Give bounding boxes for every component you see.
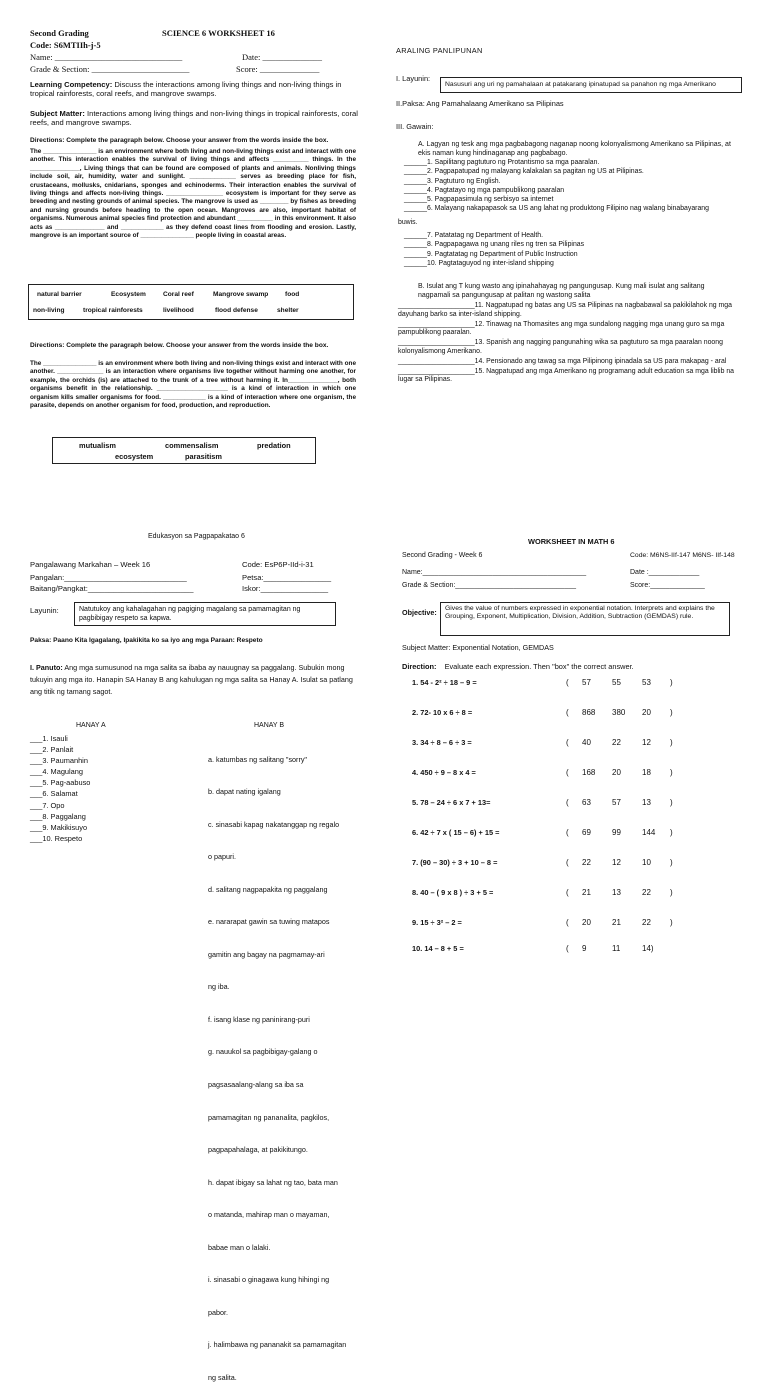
math-choice[interactable]: 55 — [612, 678, 621, 687]
hanay-b-item: o papuri. — [208, 852, 236, 862]
competency-text: Discuss the interactions among living things and non-living things in tropical rainforests, coral reefs, and mangrove swamps. — [30, 80, 342, 99]
math-choice[interactable]: 10 — [642, 858, 651, 867]
math-title: WORKSHEET IN MATH 6 — [528, 537, 615, 546]
word-box-item: non-living — [33, 307, 65, 314]
math-expression: 8. 40 – ( 9 x 8 ) ÷ 3 + 5 = — [412, 888, 494, 897]
hanay-b-item: i. sinasabi o ginagawa kung hihingi ng — [208, 1275, 330, 1285]
math-code: Code: M6NS-IIf-147 M6NS- IIf-148 — [630, 552, 735, 559]
ap-item: ______6. Malayang nakapapasok sa US ang lahat ng produktong Filipino nag walang binabayarang — [404, 205, 709, 213]
math-expression: 1. 54 - 2² ÷ 18 – 9 = — [412, 678, 477, 687]
hanay-b-item: h. dapat ibigay sa lahat ng tao, bata man — [208, 1177, 338, 1187]
ap-title: ARALING PANLIPUNAN — [396, 46, 483, 55]
math-choice[interactable]: 57 — [582, 678, 591, 687]
ap-instruction-a: A. Lagyan ng tesk ang mga pagbabagong naganap noong kolonyalismong Amerikano sa Pilipinas, at ekis naman kung hindinaganap ang pagbabago. — [418, 141, 731, 157]
ap-item: ____________________14. Pensionado ang tawag sa mga Pilipinong ipinadala sa US para makapag - aral — [398, 357, 727, 365]
math-paren: ) — [670, 798, 673, 807]
math-expression: 9. 15 ÷ 3² – 2 = — [412, 918, 462, 927]
esp-layunin-box: Natutukoy ang kahalagahan ng pagiging magalang sa pamamagitan ng pagbibigay respeto sa kapwa. — [74, 602, 336, 626]
math-choice[interactable]: 99 — [612, 828, 621, 837]
hanay-b-item: b. dapat nating igalang — [208, 787, 281, 797]
hanay-b-item: pagpapahalaga, at pakikitungo. — [208, 1145, 308, 1155]
math-choice[interactable]: 21 — [582, 888, 591, 897]
ap-paksa: II.Paksa: Ang Pamahalaang Amerikano sa Pilipinas — [396, 99, 564, 108]
hanay-a-item: ___5. Pag-aabuso — [30, 778, 91, 788]
word-box-item: livelihood — [163, 307, 194, 314]
math-choice[interactable]: 20 — [612, 768, 621, 777]
panuto-label: I. Panuto: — [30, 663, 63, 672]
math-choice[interactable]: 22 — [642, 888, 651, 897]
science-code: Code: S6MTIIh-j-5 — [30, 40, 101, 50]
science-paragraph-1: The _______________ is an environment where both living and non-living things exist and interact with one another. This interaction enables the survival of living things and affects __________ things. In the ______________, Living things that can be found are composed of plants and animals. Nonliving things include soil, air, humidity, water and sunlight. _____________ serves as breeding place for fish, crustaceans, mollusks, cnidarians, sponges and echinoderms. Their interaction enables the survival of living things and affects non-living things. ________________ ecosystem is important for they serve as breeding and nesting grounds of animal species. The mangrove is used as ________ by fishes as breeding and nursing grounds before heading to the open ocean. Mangroves are also, important habitat of organisms. Numerous animal species find protection and abundant __________ in this environment. It also acts as ______________ and ____________ as they defend coast lines from flooding and erosion. Lastly, mangrove is an important source of _______________ people living in coastal areas. — [30, 148, 356, 240]
hanay-b-title: HANAY B — [254, 722, 285, 729]
math-choice[interactable]: 14) — [642, 944, 654, 953]
ap-item: ____________________15. Nagpatupad ang mga Amerikano ng programang adult education sa mga liblib na lugar sa Pilipinas. — [398, 367, 734, 384]
hanay-a-item: ___6. Salamat — [30, 789, 78, 799]
math-paren: ( — [566, 944, 569, 953]
science-grading: Second Grading — [30, 28, 89, 38]
math-paren: ( — [566, 798, 569, 807]
hanay-a-item: ___8. Paggalang — [30, 811, 86, 821]
math-paren: ) — [670, 828, 673, 837]
ap-items-a — [398, 158, 709, 268]
ap-item: ____________________12. Tinawag na Thomasites ang mga sundalong nagging mga unang guro sa mga pampublikong paaralan. — [398, 320, 725, 337]
math-choice[interactable]: 22 — [612, 738, 621, 747]
math-choice[interactable]: 69 — [582, 828, 591, 837]
word-box-item: Coral reef — [163, 291, 194, 298]
math-paren: ) — [670, 738, 673, 747]
hanay-a-title: HANAY A — [76, 722, 106, 729]
word-box-item: natural barrier — [37, 291, 82, 298]
ap-items-b — [398, 302, 740, 385]
subject-text: Interactions among living things and non-living things in tropical rainforests, coral reefs, and mangrove swamps. — [30, 109, 358, 128]
math-direction — [402, 662, 634, 671]
hanay-a-item: ___1. Isauli — [30, 734, 68, 743]
math-paren: ) — [670, 678, 673, 687]
math-grading: Second Grading - Week 6 — [402, 552, 483, 559]
math-expression: 3. 34 ÷ 8 – 6 ÷ 3 = — [412, 738, 472, 747]
hanay-b-item: f. isang klase ng paninirang-puri — [208, 1014, 310, 1024]
math-expression: 7. (90 – 30) ÷ 3 + 10 – 8 = — [412, 858, 498, 867]
ap-item: ______9. Pagtatatag ng Department of Public Instruction — [404, 250, 578, 258]
math-paren: ) — [670, 768, 673, 777]
hanay-a-item: ___3. Paumanhin — [30, 756, 88, 766]
math-choice[interactable]: 13 — [612, 888, 621, 897]
math-paren: ) — [670, 708, 673, 717]
hanay-a-item: ___2. Panlait — [30, 745, 74, 755]
math-choice[interactable]: 40 — [582, 738, 591, 747]
hanay-a-item: ___9. Makikisuyo — [30, 822, 88, 832]
math-expression: 4. 450 ÷ 9 – 8 x 4 = — [412, 768, 476, 777]
hanay-a-item: ___10. Respeto — [30, 833, 83, 843]
esp-quarter: Pangalawang Markahan – Week 16 — [30, 560, 151, 569]
hanay-b-item: e. nararapat gawin sa tuwing matapos — [208, 917, 330, 927]
science-subject — [30, 109, 360, 127]
ap-item: buwis. — [398, 218, 418, 226]
math-choice[interactable]: 144 — [642, 828, 656, 837]
ap-layunin-label: I. Layunin: — [396, 74, 431, 83]
hanay-b-item: c. sinasabi kapag nakatanggap ng regalo — [208, 819, 340, 829]
hanay-b-item: pamamagitan ng pananalita, pagkilos, — [208, 1112, 330, 1122]
math-choice[interactable]: 21 — [612, 918, 621, 927]
ap-item: ______2. Pagpapatupad ng malayang kalakalan sa pagitan ng US at Pilipinas. — [404, 168, 644, 176]
math-choice[interactable]: 380 — [612, 708, 626, 717]
hanay-b-item: gamitin ang bagay na pagmamay-ari — [208, 949, 325, 959]
math-score-field[interactable]: Score:______________ — [630, 582, 705, 589]
esp-name-field[interactable]: Pangalan:_____________________________ — [30, 573, 187, 582]
hanay-b-item: a. katumbas ng salitang "sorry" — [208, 754, 307, 764]
math-choice[interactable]: 12 — [642, 738, 651, 747]
math-paren: ( — [566, 678, 569, 687]
science-grade-field[interactable]: Grade & Section: _______________________ — [30, 64, 190, 74]
esp-code: Code: EsP6P-IId-i-31 — [242, 560, 314, 569]
word-box-item: Ecosystem — [111, 291, 146, 298]
math-choice[interactable]: 11 — [612, 944, 621, 953]
science-directions-1: Directions: Complete the paragraph below. Choose your answer from the words inside the box. — [30, 137, 329, 144]
hanay-a-item: ___7. Opo — [30, 800, 65, 810]
word-box-item: ecosystem — [115, 452, 154, 461]
hanay-b-item: babae man o lalaki. — [208, 1242, 271, 1252]
science-title: SCIENCE 6 WORKSHEET 16 — [162, 28, 275, 38]
word-box-item: commensalism — [165, 441, 219, 450]
math-subject: Subject Matter: Exponential Notation, GEMDAS — [402, 643, 554, 652]
esp-layunin-label: Layunin: — [30, 606, 59, 615]
science-competency — [30, 80, 360, 98]
math-choice[interactable]: 63 — [582, 798, 591, 807]
hanay-b-item: j. halimbawa ng pananakit sa pamamagitan — [208, 1340, 347, 1350]
hanay-b-item: o matanda, mahirap man o mayaman, — [208, 1210, 330, 1220]
math-paren: ) — [670, 918, 673, 927]
math-expression: 10. 14 – 8 + 5 = — [412, 944, 464, 953]
subject-label: Subject Matter: — [30, 109, 85, 118]
ap-item: ______10. Pagtataguyod ng inter-island shipping — [404, 259, 554, 267]
hanay-b-item: ng salita. — [208, 1372, 237, 1382]
math-choice[interactable]: 57 — [612, 798, 621, 807]
hanay-a-list — [30, 733, 90, 844]
ap-layunin-box: Nasusuri ang uri ng pamahalaan at patakarang ipinatupad sa panahon ng mga Amerikano — [440, 77, 742, 93]
hanay-b-item: pabor. — [208, 1307, 228, 1317]
hanay-a-item: ___4. Magulang — [30, 767, 84, 777]
math-choice[interactable]: 168 — [582, 768, 596, 777]
word-box-1 — [28, 284, 354, 320]
ap-item: ______3. Pagtuturo ng English. — [404, 177, 501, 185]
hanay-b-item: d. salitang nagpapakita ng paggalang — [208, 884, 328, 894]
science-date-field[interactable]: Date: ______________ — [242, 52, 323, 62]
math-paren: ( — [566, 708, 569, 717]
math-direction-text: Evaluate each expression. Then "box" the correct answer. — [444, 662, 634, 671]
ap-item: ____________________11. Nagpatupad ng batas ang US sa Pilipinas na nagbabawal sa pakikilahok ng mga dayuhang barko sa inter-island shipping. — [398, 302, 732, 318]
word-box-item: parasitism — [185, 452, 222, 461]
science-name-field[interactable]: Name: ______________________________ — [30, 52, 183, 62]
esp-title: Edukasyon sa Pagpapakatao 6 — [148, 533, 245, 540]
math-choice[interactable]: 9 — [582, 944, 587, 953]
math-choice[interactable]: 20 — [642, 708, 651, 717]
esp-score-field[interactable]: Iskor:________________ — [242, 584, 329, 593]
math-direction-label: Direction: — [402, 662, 437, 671]
ap-item: ______5. Pagpapasimula ng serbisyo sa internet — [404, 196, 554, 204]
math-choice[interactable]: 12 — [612, 858, 621, 867]
panuto-text: Ang mga sumusunod na mga salita sa ibaba ay nauugnay sa paggalang. Subukin mong tukuyin ang mga ito. Hanapin SA Hanay B ang kahulugan ng mga salita sa Hanay A. Isulat sa patlang ang titik ng tamang sagot. — [30, 663, 353, 697]
math-choice[interactable]: 20 — [582, 918, 591, 927]
hanay-b-item: ng iba. — [208, 982, 230, 992]
math-paren: ( — [566, 918, 569, 927]
math-expression: 6. 42 ÷ 7 x ( 15 – 6) + 15 = — [412, 828, 500, 837]
ap-item: ____________________13. Spanish ang nagging pangunahing wika sa pagtuturo sa mga paaralan noong kolonyalismong Amerikano. — [398, 339, 723, 355]
word-box-item: tropical rainforests — [83, 307, 143, 314]
ap-item: ______7. Patatatag ng Department of Health. — [404, 232, 544, 240]
hanay-b-item: pagsasaalang-alang sa iba sa — [208, 1080, 304, 1089]
ap-instruction-b: B. Isulat ang T kung wasto ang ipinahahayag ng pangungusap. Kung mali isulat ang salitang nagpamali sa pangungusap at palitan ng wastong salita — [418, 283, 705, 299]
science-paragraph-2: The _______________ is an environment where both living and non-living things exist and interact with one another. _____________ is an interaction where organisms live together without harming one another, for example, the orchids (is) are attached to the trunk of a tree without harming it. In______________, both organisms benefit in the relationship. ____________________ is a kind of interaction in which one organism kills smaller organisms for food. ____________ is a kind of interaction where one organism, the parasite, depends on another organism for food, production, and reproduction. — [30, 360, 356, 410]
word-box-item: predation — [257, 441, 291, 450]
math-paren: ( — [566, 858, 569, 867]
word-box-2 — [52, 437, 316, 464]
esp-date-field[interactable]: Petsa:________________ — [242, 573, 332, 582]
math-choice[interactable]: 22 — [642, 918, 651, 927]
esp-panuto — [30, 662, 360, 699]
ap-gawain: III. Gawain: — [396, 122, 434, 131]
esp-paksa: Paksa: Paano Kita Igagalang, Ipakikita ko sa iyo ang mga Paraan: Respeto — [30, 637, 263, 644]
math-choice[interactable]: 868 — [582, 708, 596, 717]
math-objective-box: Gives the value of numbers expressed in exponential notation. Interprets and explains the Grouping, Exponent, Multiplication, Division, Addition, Subtraction (GEMDAS) rule. — [440, 602, 730, 636]
math-expression: 5. 78 – 24 ÷ 6 x 7 + 13= — [412, 798, 491, 807]
math-expression: 2. 72- 10 x 6 ÷ 8 = — [412, 708, 473, 717]
word-box-item: food — [285, 291, 300, 298]
math-grade-field[interactable]: Grade & Section:_______________________________ — [402, 582, 576, 589]
math-name-field[interactable]: Name:__________________________________________ — [402, 569, 587, 576]
math-paren: ) — [670, 888, 673, 897]
math-choice[interactable]: 13 — [642, 798, 651, 807]
math-choice[interactable]: 18 — [642, 768, 651, 777]
ap-item: ______1. Sapilitang pagtuturo ng Protantismo sa mga paaralan. — [404, 159, 600, 166]
science-directions-2: Directions: Complete the paragraph below. Choose your answer from the words inside the box. — [30, 342, 329, 349]
math-paren: ( — [566, 738, 569, 747]
word-box-item: mutualism — [79, 441, 116, 450]
math-paren: ( — [566, 828, 569, 837]
math-paren: ( — [566, 768, 569, 777]
ap-item: ______8. Pagpapagawa ng unang riles ng tren sa Pilipinas — [404, 241, 585, 249]
math-choice[interactable]: 22 — [582, 858, 591, 867]
math-paren: ( — [566, 888, 569, 897]
ap-item: ______4. Pagtatayo ng mga pampublikong paaralan — [404, 186, 565, 194]
word-box-item: Mangrove swamp — [213, 291, 269, 298]
math-objective-label: Objective: — [402, 608, 437, 617]
word-box-item: shelter — [277, 307, 299, 314]
math-date-field[interactable]: Date :_____________ — [630, 569, 700, 576]
math-paren: ) — [670, 858, 673, 867]
esp-section-field[interactable]: Baitang/Pangkat:_________________________ — [30, 584, 194, 593]
word-box-item: flood defense — [215, 307, 258, 314]
hanay-b-list — [208, 733, 346, 1394]
math-choice[interactable]: 53 — [642, 678, 651, 687]
science-score-field[interactable]: Score: ______________ — [236, 64, 320, 74]
hanay-b-item: g. nauukol sa pagbibigay-galang o — [208, 1047, 318, 1057]
competency-label: Learning Competency: — [30, 80, 113, 89]
